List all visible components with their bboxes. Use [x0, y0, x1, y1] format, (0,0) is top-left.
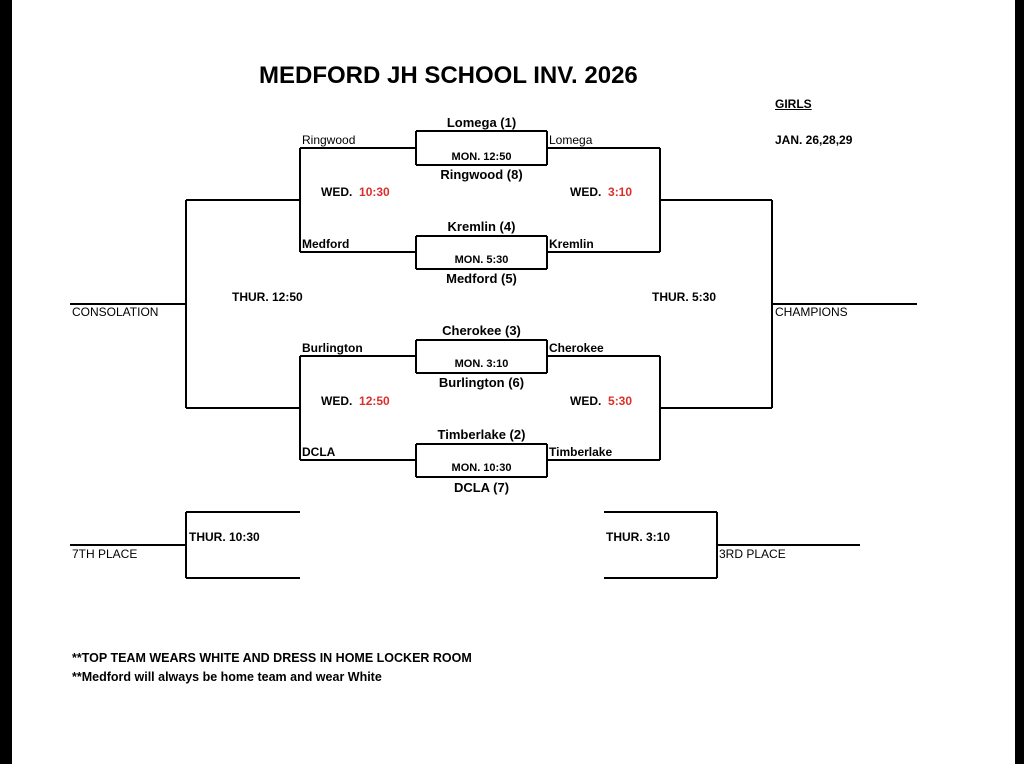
wed-semi-bottom [570, 395, 632, 407]
wed-semi-top [570, 186, 632, 198]
winner-game4: Timberlake [549, 445, 613, 459]
page-title: MEDFORD JH SCHOOL INV. 2026 [259, 62, 638, 89]
wed-label: WED. [570, 185, 602, 199]
thur-third-time: THUR. 3:10 [606, 530, 671, 544]
seed-medford: Medford (5) [446, 271, 517, 286]
wed-consolation-bottom [321, 395, 390, 407]
wed-consolation-top-time: 10:30 [359, 185, 390, 199]
winner-game1: Lomega [549, 133, 593, 147]
division-label: GIRLS [775, 97, 812, 111]
loser-game2: Medford [302, 237, 350, 251]
wed-semi-top-time: 3:10 [608, 185, 633, 199]
note-locker-room: **TOP TEAM WEARS WHITE AND DRESS IN HOME LOCKER ROOM [72, 651, 472, 665]
tournament-dates: JAN. 26,28,29 [775, 133, 853, 147]
seed-cherokee: Cherokee (3) [442, 323, 521, 338]
winner-game2: Kremlin [549, 237, 594, 251]
seed-dcla: DCLA (7) [453, 480, 510, 495]
loser-game4: DCLA [302, 445, 336, 459]
seed-burlington: Burlington (6) [438, 375, 525, 390]
thur-consolation-time: THUR. 12:50 [232, 290, 303, 304]
seed-timberlake: Timberlake (2) [437, 427, 526, 442]
note-medford-home: **Medford will always be home team and wear White [72, 670, 382, 684]
seventh-place-label: 7TH PLACE [72, 547, 138, 561]
seed-kremlin: Kremlin (4) [447, 219, 516, 234]
wed-label: WED. [321, 185, 353, 199]
wed-consolation-top [321, 186, 390, 198]
wed-consolation-bottom-time: 12:50 [359, 394, 390, 408]
consolation-label: CONSOLATION [72, 305, 159, 319]
game3-time: MON. 3:10 [454, 358, 509, 370]
loser-game1: Ringwood [302, 133, 356, 147]
seed-ringwood: Ringwood (8) [440, 167, 523, 182]
third-place-label: 3RD PLACE [719, 547, 786, 561]
wed-label: WED. [321, 394, 353, 408]
wed-semi-bottom-time: 5:30 [608, 394, 633, 408]
game2-time: MON. 5:30 [454, 254, 509, 266]
bracket-sheet [12, 0, 1015, 764]
winner-game3: Cherokee [549, 341, 604, 355]
champions-label: CHAMPIONS [775, 305, 848, 319]
wed-label: WED. [570, 394, 602, 408]
thur-championship-time: THUR. 5:30 [652, 290, 717, 304]
seed-lomega: Lomega (1) [446, 115, 517, 130]
thur-seventh-time: THUR. 10:30 [189, 530, 260, 544]
game1-time: MON. 12:50 [451, 151, 512, 163]
game4-time: MON. 10:30 [451, 462, 512, 474]
loser-game3: Burlington [302, 341, 363, 355]
